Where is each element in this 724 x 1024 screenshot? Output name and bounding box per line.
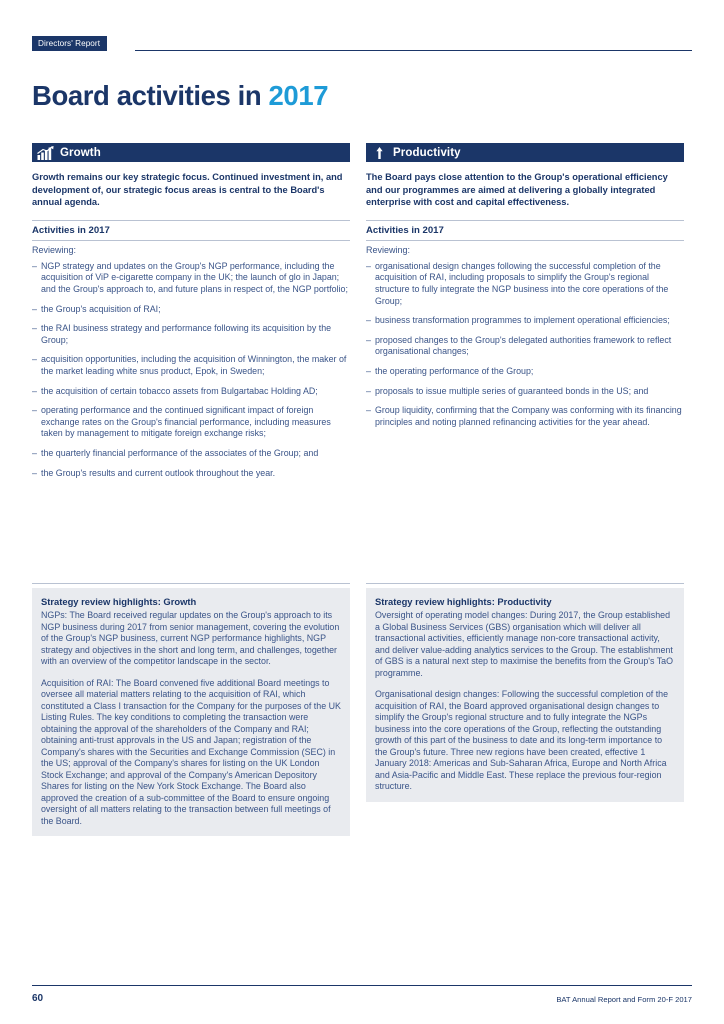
section-lede: Growth remains our key strategic focus. Continued investment in, and development of, our strategic focus areas is central to the Board's annual agenda. (32, 172, 343, 208)
list-item: – NGP strategy and updates on the Group's NGP performance, including the acquisition of ViP e-cigarette company in the UK; the launch of glo in Japan; and the Group's approach to, and future plans in respect of, the NGP portfolio; (32, 261, 350, 296)
activities-heading: Activities in 2017 (366, 224, 444, 236)
list-item: – organisational design changes following the successful completion of the acquisition of RAI, including proposals to simplify the Group's regional structure to fully integrate the NGP business into the core operations of the Group; (366, 261, 684, 307)
section-banner-productivity (366, 143, 684, 162)
up-arrow-productivity-icon (375, 146, 384, 160)
highlights-box (32, 588, 350, 836)
highlights-paragraph: Organisational design changes: Following the successful completion of the acquisition of RAI, the Board approved organisational design changes to simplify the Group's regional structure and to fully integrate the NGPs business into the core operations of the Group, reflecting the outstanding growth of this part of the business to date and its long-term importance to the Group's future. Three new regions have been created, effective 1 January 2018: Americas and Sub-Saharan Africa, Europe and North Africa and Asia-Pacific and Middle East. These replace the previous four-region structure. (375, 689, 669, 791)
list-item: – Group liquidity, confirming that the Company was conforming with its financing principles and noting planned refinancing activities for the year ahead. (366, 405, 684, 428)
list-item: – the RAI business strategy and performance following its acquisition by the Group; (32, 323, 350, 346)
list-item: – the Group's acquisition of RAI; (32, 304, 350, 316)
section-lede: The Board pays close attention to the Group's operational efficiency and our programmes are aimed at delivering a globally integrated enterprise with cost and capital effectiveness. (366, 172, 668, 208)
section-tab-directors-report: Directors' Report (32, 36, 107, 51)
list-item: – the acquisition of certain tobacco assets from Bulgartabac Holding AD; (32, 386, 350, 398)
divider (32, 583, 350, 584)
list-item: – business transformation programmes to implement operational efficiencies; (366, 315, 684, 327)
bar-chart-growth-icon (37, 146, 54, 160)
list-item: – the Group's results and current outlook throughout the year. (32, 468, 350, 480)
list-item: – operating performance and the continued significant impact of foreign exchange rates on the Group's financial performance, including measures taken by management to mitigate foreign exchange risks; (32, 405, 350, 440)
divider (366, 583, 684, 584)
highlights-paragraph: NGPs: The Board received regular updates on the Group's approach to its NGP business during 2017 from senior management, covering the evolution of the Group's NGP business, current NGP performance highlights, NGP strategy and objectives in the short and long term, and challenges, together with an overview of the competitor landscape in the sector. (41, 610, 340, 666)
reviewing-label: Reviewing: (366, 244, 411, 255)
list-item: – acquisition opportunities, including the acquisition of Winnington, the maker of the market leading white snus product, Epok, in Sweden; (32, 354, 350, 377)
column-growth (32, 143, 350, 487)
highlights-title: Strategy review highlights: Growth (41, 596, 197, 607)
list-item: – proposed changes to the Group's delegated authorities framework to reflect organisational changes; (366, 335, 684, 358)
activities-list-productivity (366, 261, 684, 429)
highlights-growth (32, 583, 350, 836)
highlights-title: Strategy review highlights: Productivity (375, 596, 552, 607)
list-item: – the quarterly financial performance of the associates of the Group; and (32, 448, 350, 460)
page-title (32, 80, 328, 112)
page-title-main: Board activities in (32, 80, 262, 112)
column-productivity (366, 143, 684, 436)
footer-divider (32, 985, 692, 986)
highlights-paragraph: Oversight of operating model changes: During 2017, the Group established a Global Business Services (GBS) organisation which will deliver all transactional activities, efficiently manage non-core transactional activity, and deliver value-adding analytics services to the Group. The establishment of GBS is a natural next step to maximise the benefits from the Group's TaO programme. (375, 610, 673, 678)
highlights-productivity (366, 583, 684, 802)
page-number: 60 (32, 993, 44, 1004)
breadcrumb (32, 36, 692, 52)
activities-list-growth (32, 261, 350, 479)
header-rule (135, 50, 692, 51)
highlights-box (366, 588, 684, 802)
page-title-year: 2017 (268, 80, 329, 112)
section-banner-label: Growth (60, 146, 101, 159)
section-banner-label: Productivity (393, 146, 461, 159)
section-banner-growth (32, 143, 350, 162)
list-item: – proposals to issue multiple series of guaranteed bonds in the US; and (366, 386, 684, 398)
reviewing-label: Reviewing: (32, 244, 77, 255)
list-item: – the operating performance of the Group; (366, 366, 684, 378)
footer-document-title: BAT Annual Report and Form 20-F 2017 (556, 995, 692, 1004)
activities-heading: Activities in 2017 (32, 224, 110, 236)
highlights-paragraph: Acquisition of RAI: The Board convened five additional Board meetings to oversee all material matters relating to the acquisition of RAI, which constituted a Class I transaction for the Company for the purposes of the UK Listing Rules. The key conditions to completing the transaction were obtaining the approval of the shareholders of the Company and RAI; obtaining anti-trust approvals in the US and Japan; registration of the Company's shares with the Securities and Exchange Commission (SEC) in the US; approval of the Company's shares for listing on the UK London Stock Exchange; and approval of the Company's American Depository Shares for listing on the New York Stock Exchange. The Board also approved the creation of a sub-committee of the Board to ensure ongoing oversight of all matters relating to the transaction between full meetings of the Board. (41, 677, 341, 826)
